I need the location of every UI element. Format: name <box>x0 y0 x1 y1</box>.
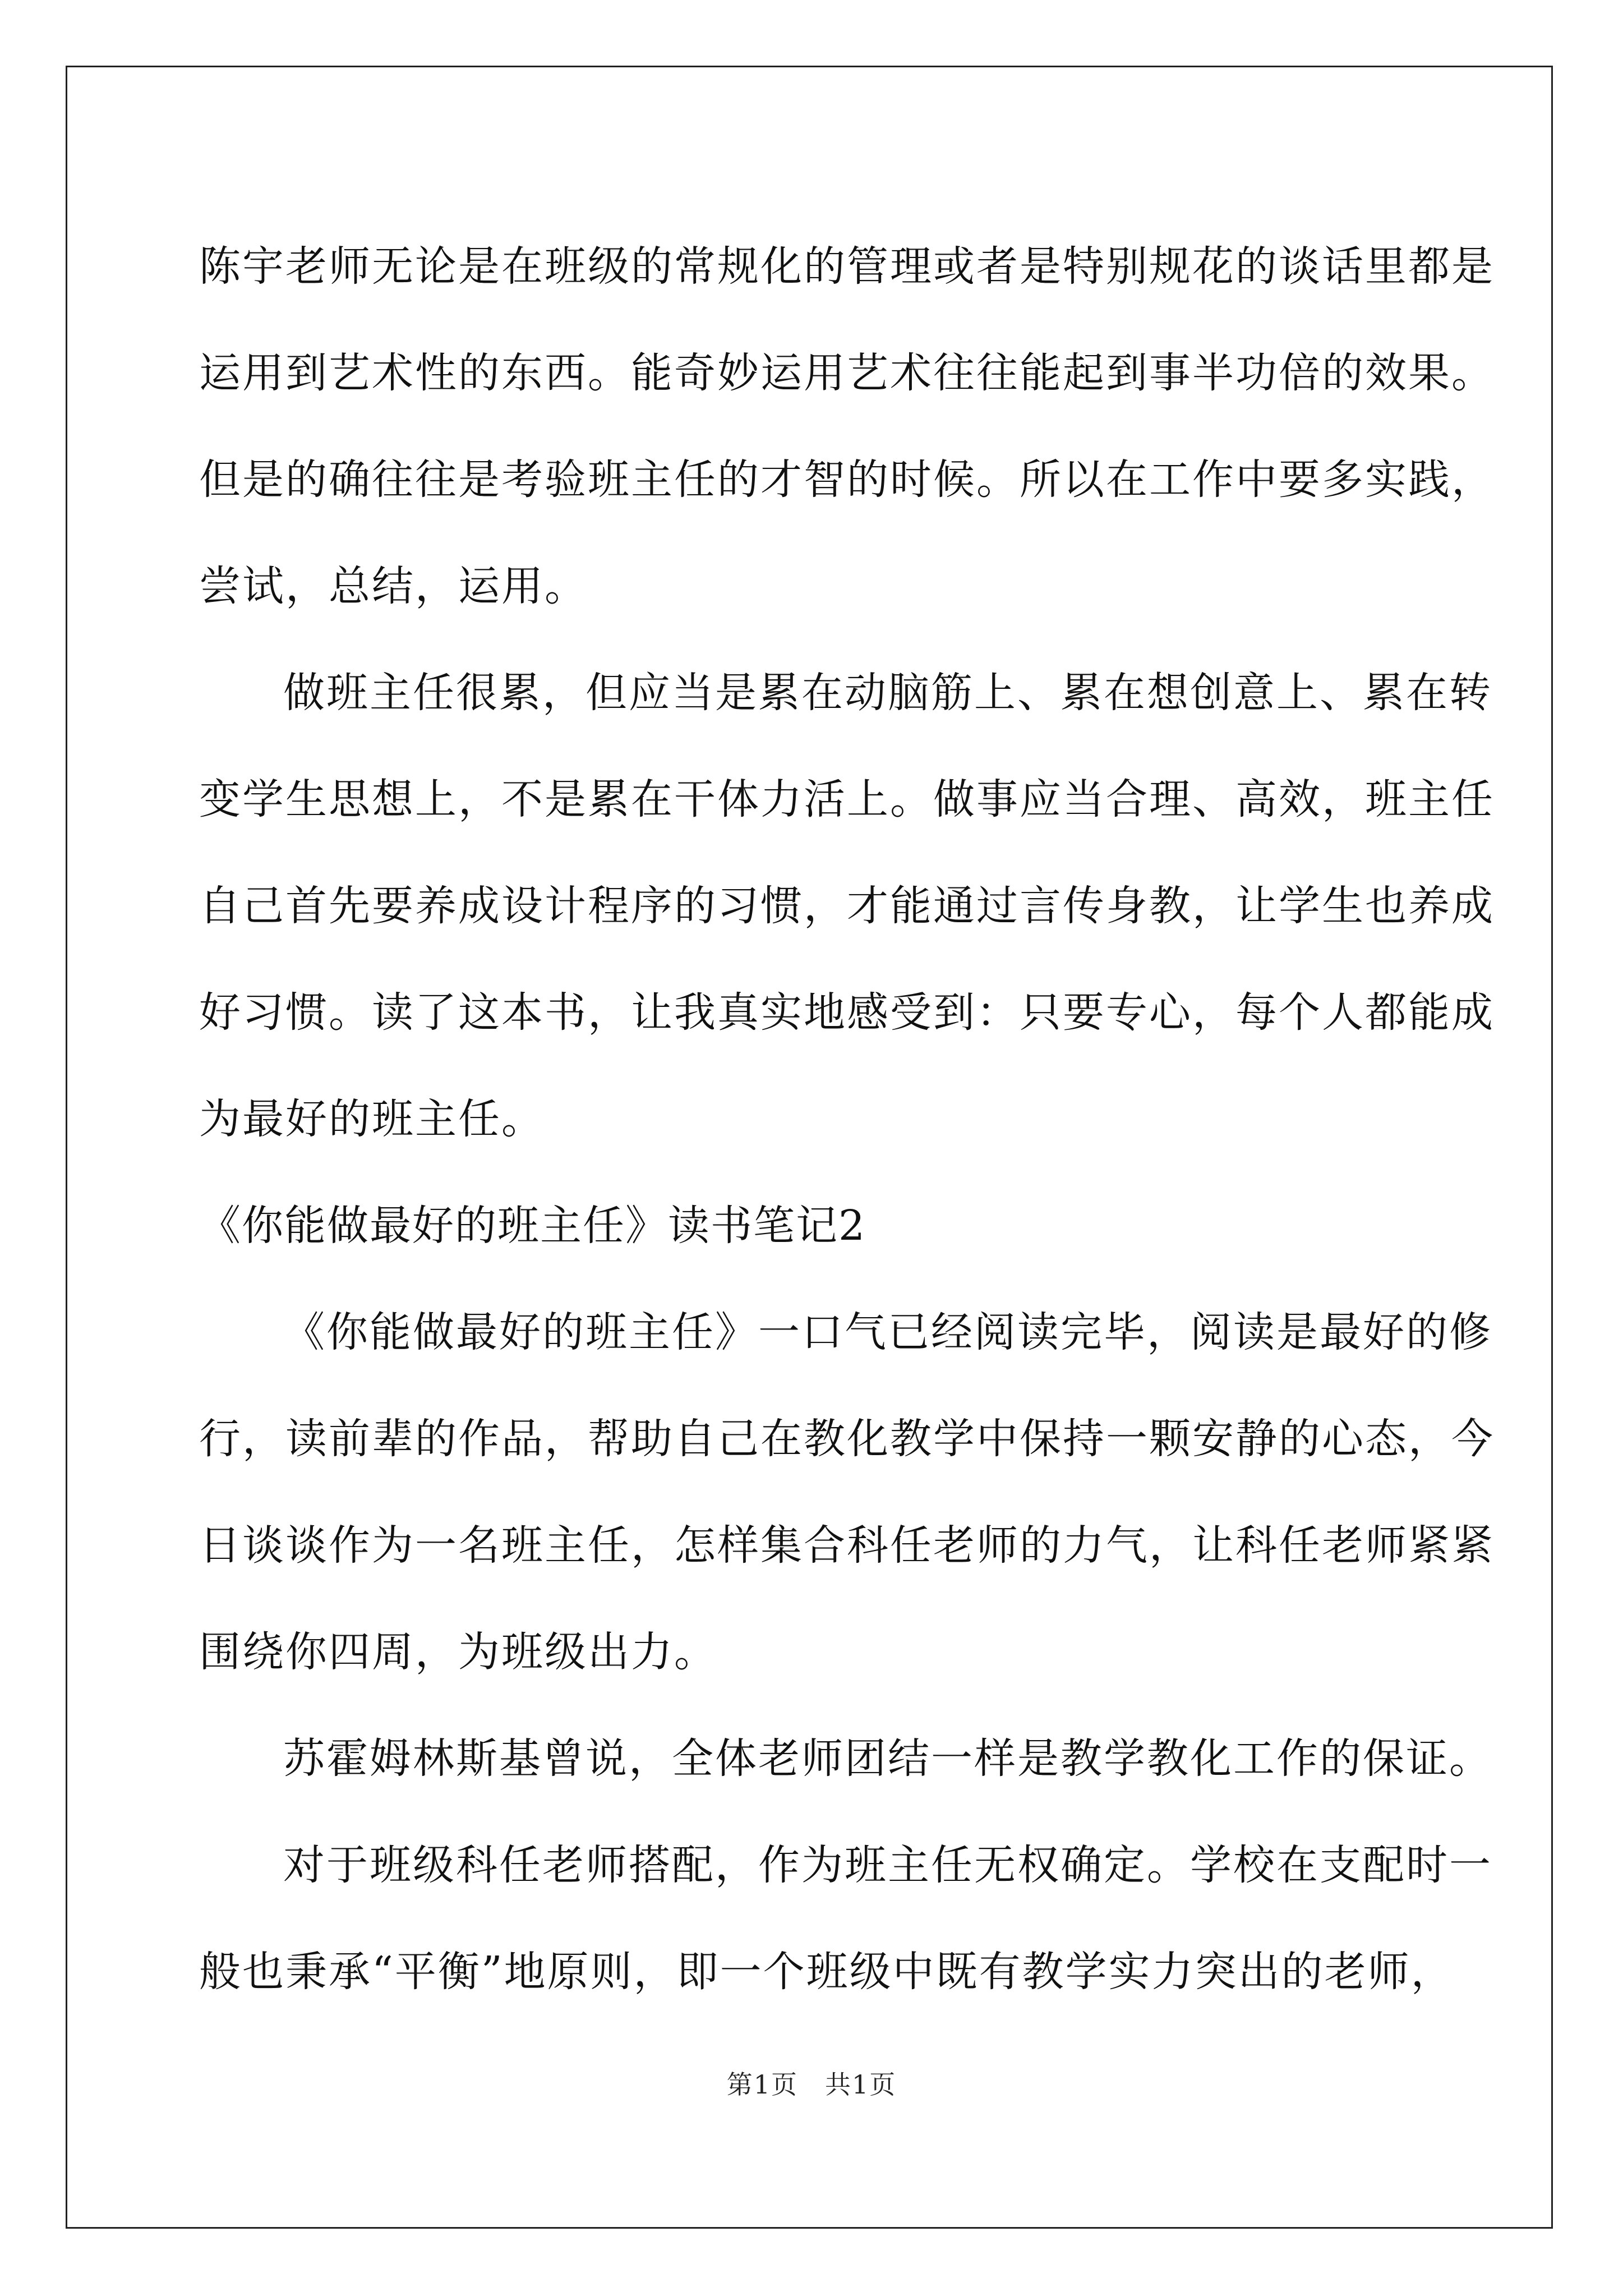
body-line: 运用到艺术性的东西。能奇妙运用艺术往往能起到事半功倍的效果。 <box>199 349 1495 397</box>
section-title: 《你能做最好的班主任》读书笔记2 <box>199 1202 866 1250</box>
body-line: 陈宇老师无论是在班级的常规化的管理或者是特别规花的谈话里都是 <box>199 242 1495 291</box>
body-line: 般也秉承“平衡”地原则，即一个班级中既有教学实力突出的老师， <box>199 1948 1454 1996</box>
page-number-footer: 第1页 共1页 <box>726 2069 897 2100</box>
body-line: 行，读前辈的作品，帮助自己在教化教学中保持一颗安静的心态，今 <box>199 1415 1495 1463</box>
body-line: 尝试，总结，运用。 <box>199 562 588 610</box>
body-line: 日谈谈作为一名班主任，怎样集合科任老师的力气，让科任老师紧紧 <box>199 1521 1495 1570</box>
paragraph-first-line: 对于班级科任老师搭配，作为班主任无权确定。学校在支配时一 <box>283 1841 1492 1889</box>
body-line: 为最好的班主任。 <box>199 1095 545 1143</box>
body-line: 变学生思想上，不是累在干体力活上。做事应当合理、高效，班主任 <box>199 775 1495 823</box>
body-line: 围绕你四周，为班级出力。 <box>199 1628 717 1676</box>
body-line: 但是的确往往是考验班主任的才智的时候。所以在工作中要多实践， <box>199 455 1495 504</box>
paragraph-first-line: 苏霍姆林斯基曾说，全体老师团结一样是教学教化工作的保证。 <box>283 1734 1492 1783</box>
document-body <box>199 213 1495 2025</box>
paragraph-first-line: 《你能做最好的班主任》一口气已经阅读完毕，阅读是最好的修 <box>283 1308 1492 1356</box>
body-line: 好习惯。读了这本书，让我真实地感受到：只要专心，每个人都能成 <box>199 988 1495 1037</box>
body-line: 自己首先要养成设计程序的习惯，才能通过言传身教，让学生也养成 <box>199 882 1495 930</box>
paragraph-first-line: 做班主任很累，但应当是累在动脑筋上、累在想创意上、累在转 <box>283 669 1492 717</box>
